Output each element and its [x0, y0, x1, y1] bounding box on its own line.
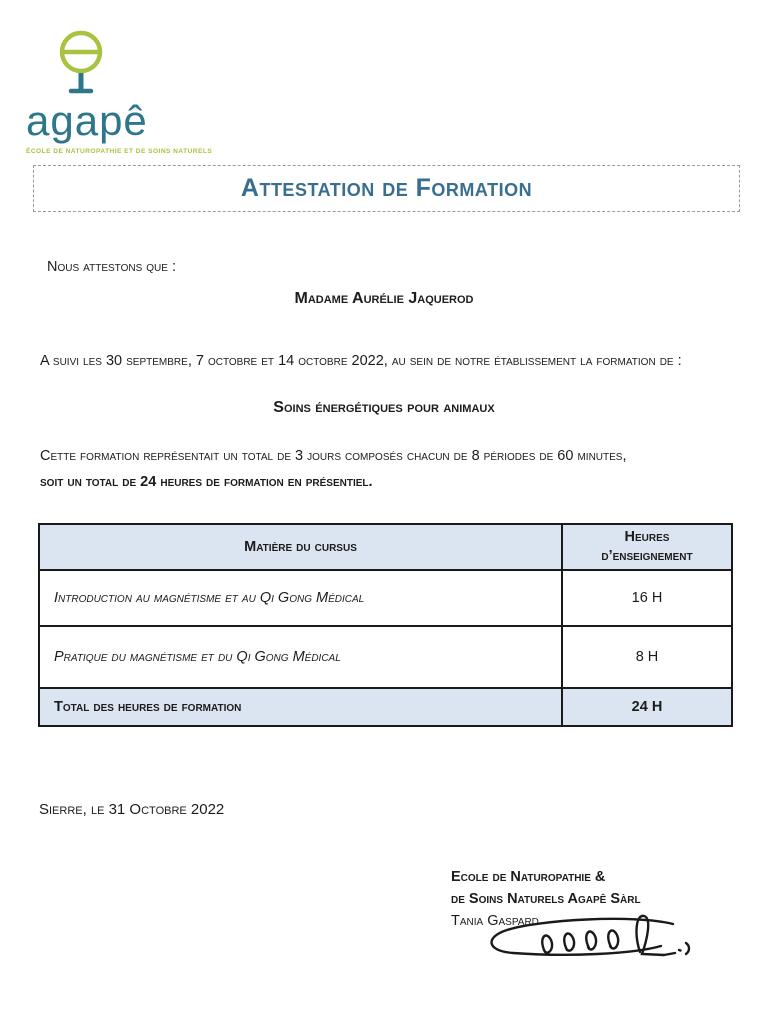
header-hours	[562, 524, 732, 570]
brand-name: agapê	[26, 97, 148, 144]
table-total-row	[39, 688, 732, 726]
school-logo	[26, 30, 213, 155]
total-hours: 24 H	[562, 688, 732, 726]
document-title: Attestation de Formation	[240, 174, 533, 202]
summary-bold: soit un total de 24 heures de formation en présentiel.	[40, 474, 373, 490]
attest-label: Nous attestons que :	[47, 259, 177, 275]
total-label: Total des heures de formation	[39, 688, 562, 726]
signature-org-line1: Ecole de Naturopathie &	[451, 869, 606, 885]
course-name: Soins énergétiques pour animaux	[273, 399, 495, 416]
row-subject: Pratique du magnétisme et du Qi Gong Médical	[39, 626, 562, 688]
document-title-box	[33, 165, 740, 212]
signature-org-line2: de Soins Naturels Agapê Sàrl	[451, 891, 641, 907]
glass-logo-icon	[56, 30, 106, 98]
date-line: Sierre, le 31 Octobre 2022	[39, 801, 225, 818]
table-row	[39, 570, 732, 626]
header-subject: Matière du cursus	[39, 524, 562, 570]
signatory-name: Tania Gaspard	[451, 913, 539, 929]
table-row	[39, 626, 732, 688]
row-subject: Introduction au magnétisme et au Qi Gong Médical	[39, 570, 562, 626]
table-header-row	[39, 524, 732, 570]
handwritten-signature	[483, 910, 693, 968]
row-hours: 16 H	[562, 570, 732, 626]
header-hours-line2: d’enseignement	[601, 548, 693, 564]
student-name: Madame Aurélie Jaquerod	[294, 290, 474, 307]
row-hours: 8 H	[562, 626, 732, 688]
summary-paragraph	[40, 443, 738, 495]
header-hours-line1: Heures	[624, 529, 670, 545]
followed-line: A suivi les 30 septembre, 7 octobre et 14 octobre 2022, au sein de notre établissement la formation de :	[40, 353, 682, 369]
hours-table	[38, 523, 733, 727]
summary-regular: Cette formation représentait un total de 3 jours composés chacun de 8 périodes de 60 minutes,	[40, 448, 627, 464]
brand-tagline: ÉCOLE DE NATUROPATHIE ET DE SOINS NATURELS	[26, 148, 213, 155]
